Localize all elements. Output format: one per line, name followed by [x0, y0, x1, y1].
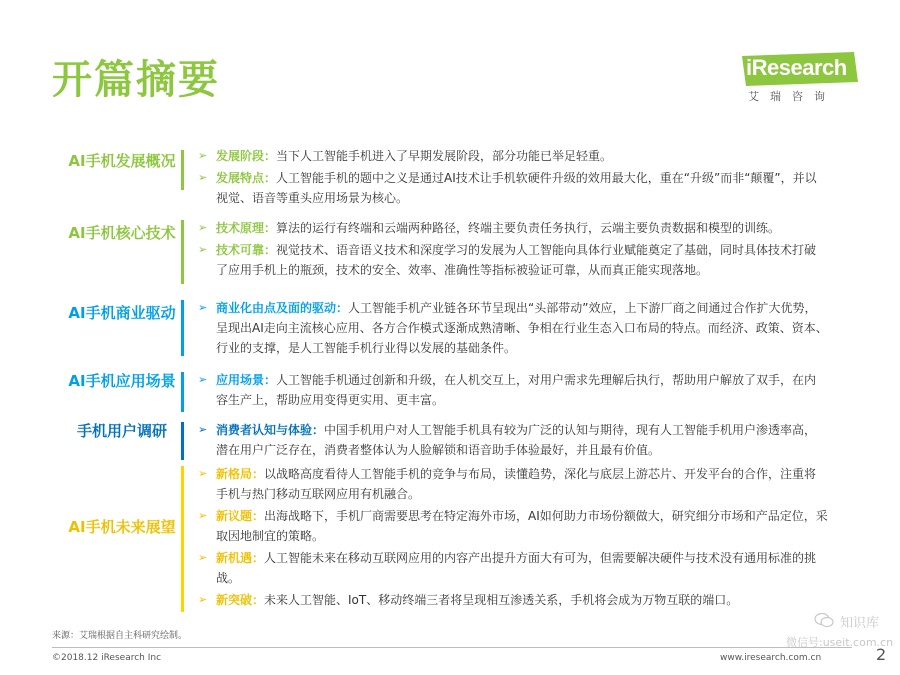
item-text: 人工智能手机通过创新和升级，在人机交互上，对用户需求先理解后执行，帮助用户解放了双手，在内容生产上，帮助应用变得更实用、更丰富。: [216, 373, 817, 407]
section-core-technology: [0, 220, 900, 284]
item-keyword: 新格局：: [216, 467, 265, 481]
wechat-icon: [814, 612, 834, 628]
list-item: [198, 146, 828, 166]
item-keyword: 新议题：: [216, 509, 265, 523]
section-items: [198, 146, 828, 210]
item-text: 算法的运行有终端和云端两种路径，终端主要负责任务执行，云端主要负责数据和模型的训练。: [276, 221, 781, 235]
section-label: AI手机核心技术: [68, 224, 176, 242]
page-title: 开篇摘要: [52, 57, 220, 103]
arrow-bullet-icon: ➢: [198, 301, 208, 314]
item-text: 人工智能手机的题中之义是通过AI技术让手机软硬件升级的效用最大化，重在“升级”而非“颠覆”，并以视觉、语音等重头应用场景为核心。: [216, 171, 817, 205]
website-link[interactable]: www.iresearch.com.cn: [720, 653, 822, 663]
arrow-bullet-icon: ➢: [198, 551, 208, 564]
watermark-text: 知识库: [840, 616, 880, 631]
item-text: 中国手机用户对人工智能手机具有较为广泛的认知与期待，现有人工智能手机用户渗透率高，潜在用户广泛存在，消费者整体认为人脸解锁和语音助手体验最好，并且最有价值。: [216, 423, 817, 457]
arrow-bullet-icon: ➢: [198, 373, 208, 386]
list-item: [198, 506, 828, 546]
section-application-scenarios: [0, 372, 900, 412]
item-text: 人工智能手机产业链各环节呈现出“头部带动”效应，上下游厂商之间通过合作扩大优势，呈现出AI走向主流核心应用、各方合作模式逐渐成熟清晰、争相在行业生态入口布局的特点。而经济、政策、资本、行业的支撑，是人工智能手机行业得以发展的基础条件。: [216, 301, 828, 355]
section-user-survey: [0, 422, 900, 460]
list-item: [198, 420, 828, 460]
watermark-subtext: 微信号:useit.com.cn: [786, 636, 894, 649]
list-item: [198, 298, 828, 358]
arrow-bullet-icon: ➢: [198, 467, 208, 480]
iresearch-logo: [742, 52, 858, 104]
section-label: AI手机应用场景: [68, 372, 176, 390]
section-label: AI手机发展概况: [68, 152, 176, 170]
footer-divider: [52, 647, 852, 648]
item-text: 未来人工智能、IoT、移动终端三者将呈现相互渗透关系，手机将会成为万物互联的端口。: [264, 593, 739, 607]
section-label: AI手机未来展望: [68, 518, 176, 536]
section-label: 手机用户调研: [76, 422, 167, 440]
section-bar: [181, 372, 184, 412]
source-note: 来源：艾瑞根据自主科研究绘制。: [52, 631, 188, 641]
list-item: [198, 218, 828, 238]
list-item: [198, 548, 828, 588]
item-text: 人工智能未来在移动互联网应用的内容产出提升方面大有可为，但需要解决硬件与技术没有通用标准的挑战。: [216, 551, 817, 585]
item-keyword: 发展特点：: [216, 171, 277, 185]
section-items: [198, 420, 828, 462]
arrow-bullet-icon: ➢: [198, 593, 208, 606]
section-bar: [181, 422, 184, 460]
list-item: [198, 240, 828, 280]
section-items: [198, 298, 828, 360]
section-items: [198, 218, 828, 282]
copyright: ©2018.12 iResearch Inc: [52, 653, 162, 663]
section-business-driver: [0, 300, 900, 356]
arrow-bullet-icon: ➢: [198, 171, 208, 184]
section-items: [198, 370, 828, 412]
item-keyword: 商业化由点及面的驱动：: [216, 301, 349, 315]
section-development-overview: [0, 148, 900, 205]
item-keyword: 消费者认知与体验：: [216, 423, 325, 437]
item-keyword: 技术可靠：: [216, 243, 277, 257]
arrow-bullet-icon: ➢: [198, 509, 208, 522]
item-keyword: 发展阶段：: [216, 149, 277, 163]
list-item: [198, 168, 828, 208]
item-text: 以战略高度看待人工智能手机的竞争与布局，读懂趋势，深化与底层上游芯片、开发平台的合作，注重将手机与热门移动互联网应用有机融合。: [216, 467, 817, 501]
item-text: 出海战略下，手机厂商需要思考在特定海外市场，AI如何助力市场份额做大，研究细分市场和产品定位，采取因地制宜的策略。: [216, 509, 828, 543]
page-number: 2: [876, 645, 887, 664]
arrow-bullet-icon: ➢: [198, 149, 208, 162]
section-future-outlook: [0, 466, 900, 612]
section-bar: [181, 466, 184, 612]
list-item: [198, 370, 828, 410]
logo-subtitle: 艾瑞咨询: [748, 90, 836, 103]
logo-text: iResearch: [746, 55, 847, 80]
arrow-bullet-icon: ➢: [198, 221, 208, 234]
list-item: [198, 590, 828, 610]
item-text: 当下人工智能手机进入了早期发展阶段，部分功能已举足轻重。: [276, 149, 613, 163]
section-bar: [181, 220, 184, 284]
section-bar: [181, 300, 184, 356]
item-text: 视觉技术、语音语义技术和深度学习的发展为人工智能向具体行业赋能奠定了基础，同时具体技术打破了应用手机上的瓶颈，技术的安全、效率、准确性等指标被验证可靠，从而真正能实现落地。: [216, 243, 817, 277]
item-keyword: 新机遇：: [216, 551, 265, 565]
item-keyword: 应用场景：: [216, 373, 277, 387]
item-keyword: 技术原理：: [216, 221, 277, 235]
list-item: [198, 464, 828, 504]
section-label: AI手机商业驱动: [68, 304, 176, 322]
arrow-bullet-icon: ➢: [198, 243, 208, 256]
section-items: [198, 464, 828, 612]
section-bar: [181, 150, 184, 190]
item-keyword: 新突破：: [216, 593, 265, 607]
arrow-bullet-icon: ➢: [198, 423, 208, 436]
